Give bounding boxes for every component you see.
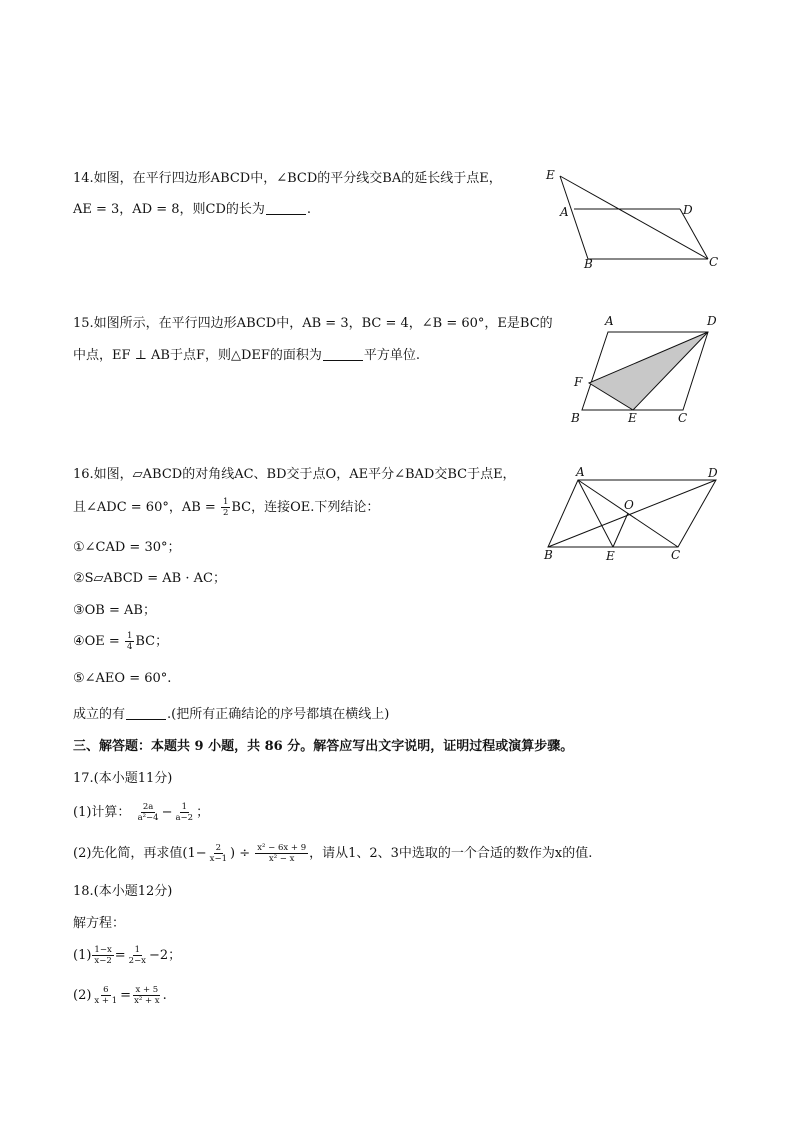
numerator: 6 [103, 985, 109, 995]
label-B: B [584, 257, 593, 271]
q17-p1-end: ； [196, 805, 210, 820]
q18-p1-label: (1) [73, 948, 92, 963]
fraction [92, 985, 119, 1006]
denominator: a²−4 [137, 813, 159, 823]
fraction [255, 843, 308, 864]
section-heading: 三、解答题：本题共 9 小题，共 86 分。解答应写出文字说明，证明过程或演算步骤。 [73, 739, 574, 754]
fraction [208, 843, 229, 864]
q15-line2-text: 中点，EF ⊥ AB于点F，则△DEF的面积为 [73, 348, 322, 363]
fraction [127, 945, 148, 966]
q14-line1: 14.如图，在平行四边形ABCD中，∠BCD的平分线交BA的延长线于点E， [73, 171, 502, 186]
q16-conclusion-4 [73, 630, 168, 652]
q16-c4-text: ④OE = [73, 634, 120, 649]
numerator: 1 [126, 631, 133, 641]
q14-figure [540, 162, 730, 272]
label-C: C [709, 255, 719, 269]
q16-line2 [73, 496, 379, 518]
denominator: x−1 [209, 854, 227, 864]
q18-title: 18.(本小题12分) [73, 884, 173, 899]
q16-end [73, 703, 389, 722]
label-B: B [571, 411, 580, 425]
label-D: D [707, 314, 717, 328]
q14-line2-text: AE = 3，AD = 8，则CD的长为 [73, 202, 265, 217]
denominator: x² + x [134, 996, 160, 1006]
q18-part1 [73, 944, 181, 966]
fraction [221, 497, 230, 518]
q15-line2-end: 平方单位. [363, 348, 421, 363]
label-D: D [708, 466, 718, 480]
numerator: 1−x [94, 945, 112, 955]
label-E: E [546, 168, 555, 182]
q17-title: 17.(本小题11分) [73, 771, 173, 786]
q15-line2 [73, 344, 420, 363]
q16-c4-end: BC； [135, 634, 169, 649]
denominator: a−2 [175, 813, 194, 823]
q17-p1-text: (1)计算： [73, 805, 131, 820]
label-D: D [683, 203, 693, 217]
q18-p2-end: . [162, 988, 167, 1003]
numerator: 1 [181, 802, 187, 812]
numerator: x + 5 [135, 985, 159, 995]
label-O: O [624, 498, 634, 512]
fraction [136, 802, 161, 823]
q14-line2 [73, 198, 311, 217]
q18-p1-end: −2； [148, 948, 182, 963]
denominator: x + 1 [94, 996, 118, 1006]
label-A: A [576, 465, 585, 479]
segment-AE [578, 480, 613, 547]
q14-line2-end: . [306, 202, 312, 217]
label-A: A [605, 314, 614, 328]
numerator: 2a [142, 802, 154, 812]
label-A: A [560, 205, 569, 219]
denominator: x−2 [94, 956, 112, 966]
q18-solve: 解方程： [73, 916, 126, 931]
fraction [132, 985, 162, 1006]
answer-blank [126, 707, 166, 720]
numerator: x² − 6x + 9 [257, 843, 307, 853]
answer-blank [323, 348, 363, 361]
q16-end-text: 成立的有 [73, 707, 126, 722]
q16-conclusion-5: ⑤∠AEO = 60°. [73, 671, 172, 686]
q16-line2-end: BC，连接OE.下列结论： [231, 500, 380, 515]
q16-line2-text: 且∠ADC = 60°，AB = [73, 500, 216, 515]
answer-blank [266, 202, 306, 215]
q17-p2-divide: ) ÷ [229, 846, 251, 861]
minus-sign: − [161, 805, 173, 820]
q17-part2 [73, 842, 592, 864]
label-C: C [678, 411, 688, 425]
q16-line1: 16.如图，▱ABCD的对角线AC、BD交于点O，AE平分∠BAD交BC于点E， [73, 467, 516, 482]
fraction [125, 631, 134, 652]
q17-part1 [73, 801, 209, 823]
fraction [92, 945, 113, 966]
label-B: B [544, 548, 553, 562]
denominator: 2 [222, 508, 229, 518]
q16-end-note: .(把所有正确结论的序号都填在横线上) [167, 707, 390, 722]
equals-sign: = [120, 988, 132, 1003]
label-E: E [628, 411, 637, 425]
denominator: 4 [126, 642, 133, 652]
q16-figure [540, 462, 730, 567]
numerator: 1 [222, 497, 229, 507]
denominator: x² − x [268, 854, 295, 864]
q15-figure [565, 310, 730, 428]
q16-conclusion-1: ①∠CAD = 30°； [73, 540, 181, 555]
denominator: 2−x [128, 956, 146, 966]
label-F: F [574, 375, 583, 389]
numerator: 1 [134, 945, 141, 955]
numerator: 2 [215, 843, 222, 853]
triangle-DEF [589, 332, 708, 410]
line-EC [560, 176, 708, 259]
q16-conclusion-3: ③OB = AB； [73, 603, 156, 618]
q18-part2 [73, 985, 167, 1006]
equals-sign: = [114, 948, 126, 963]
q18-p2-label: (2) [73, 988, 92, 1003]
label-E: E [606, 549, 615, 563]
q16-conclusion-2: ②S▱ABCD = AB · AC； [73, 571, 226, 586]
q17-p2-text: (2)先化简，再求值(1− [73, 846, 207, 861]
q15-line1: 15.如图所示，在平行四边形ABCD中，AB = 3，BC = 4，∠B = 60°，E是BC的 [73, 316, 553, 331]
label-C: C [671, 548, 681, 562]
fraction [173, 802, 195, 823]
q17-p2-end: ，请从1、2、3中选取的一个合适的数作为x的值. [309, 846, 593, 861]
